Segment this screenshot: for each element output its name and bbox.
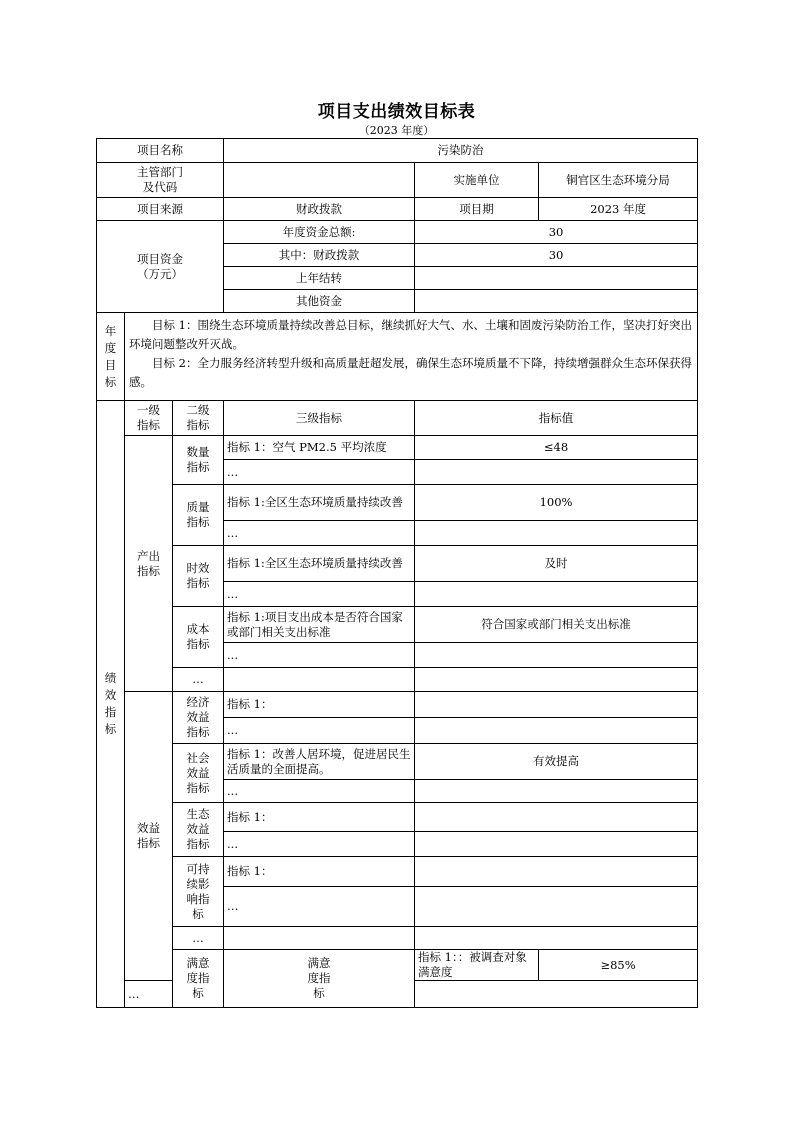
sus-indicator: 指标 1： bbox=[224, 857, 415, 887]
funds-label bbox=[97, 221, 224, 313]
eco-label-line2: 效益 bbox=[186, 822, 210, 836]
benefit-indicators-label bbox=[125, 692, 173, 981]
row-econ-ind bbox=[97, 692, 698, 718]
row-indicator-header bbox=[97, 401, 698, 436]
satisfaction-l2-line2: 度指 bbox=[307, 971, 331, 985]
row-output-more bbox=[97, 668, 698, 692]
impl-unit-value: 铜官区生态环境分局 bbox=[539, 163, 698, 198]
time-label-line1: 时效 bbox=[186, 561, 210, 575]
header-level2-line2: 指标 bbox=[186, 418, 210, 432]
goals-label-char3: 目 bbox=[104, 357, 117, 372]
time-more: ... bbox=[224, 582, 415, 607]
annual-goals-text bbox=[125, 313, 698, 401]
performance-goal-table bbox=[96, 138, 698, 1008]
goals-label-char2: 度 bbox=[104, 340, 117, 355]
sus-more: … bbox=[224, 887, 415, 927]
header-value: 指标值 bbox=[415, 401, 698, 436]
social-more-value bbox=[415, 780, 698, 803]
quality-label bbox=[173, 485, 224, 546]
quantity-label bbox=[173, 436, 224, 485]
benefit-label-line2: 指标 bbox=[137, 836, 160, 850]
sus-label-line1: 可持 bbox=[186, 861, 210, 876]
econ-value bbox=[415, 692, 698, 718]
social-indicator: 指标 1：改善人居环境，促进居民生活质量的全面提高。 bbox=[224, 744, 415, 780]
quality-more: ... bbox=[224, 521, 415, 546]
row-source bbox=[97, 198, 698, 221]
cost-more: ... bbox=[224, 643, 415, 668]
econ-label-line3: 指标 bbox=[186, 725, 210, 739]
header-level1-line2: 指标 bbox=[137, 418, 160, 432]
sus-more-value bbox=[415, 887, 698, 927]
satisfaction-l2-line3: 标 bbox=[313, 986, 325, 1000]
funds-fiscal-label: 其中：财政拨款 bbox=[224, 244, 415, 267]
cost-indicator: 指标 1:项目支出成本是否符合国家或部门相关支出标准 bbox=[224, 607, 415, 643]
econ-label-line1: 经济 bbox=[186, 695, 210, 709]
social-label-line2: 效益 bbox=[186, 765, 210, 780]
social-label-line3: 指标 bbox=[186, 780, 210, 795]
row-cost-ind bbox=[97, 607, 698, 643]
page-subtitle: （2023 年度） bbox=[358, 124, 435, 137]
funds-label-line2: （万元） bbox=[137, 266, 184, 281]
output-more-label: … bbox=[173, 668, 224, 692]
row-department bbox=[97, 163, 698, 198]
econ-more-value bbox=[415, 718, 698, 744]
sus-label-line3: 响指 bbox=[186, 891, 210, 906]
output-label-line2: 指标 bbox=[137, 563, 160, 578]
quality-label-line1: 质量 bbox=[186, 500, 210, 514]
time-label bbox=[173, 546, 224, 607]
quantity-indicator: 指标 1：空气 PM2.5 平均浓度 bbox=[224, 436, 415, 460]
benefit-more-value bbox=[415, 927, 698, 950]
department-value bbox=[224, 163, 415, 198]
cost-more-value bbox=[415, 643, 698, 668]
social-label bbox=[173, 744, 224, 803]
funds-label-line1: 项目资金 bbox=[137, 251, 184, 266]
time-indicator: 指标 1:全区生态环境质量持续改善 bbox=[224, 546, 415, 582]
period-value: 2023 年度 bbox=[539, 198, 698, 221]
eco-more-value bbox=[415, 832, 698, 857]
quantity-more: ... bbox=[224, 460, 415, 485]
cost-label-line1: 成本 bbox=[186, 622, 210, 636]
output-more-value bbox=[415, 668, 698, 692]
department-label-line1: 主管部门 bbox=[137, 165, 184, 179]
source-label: 项目来源 bbox=[97, 198, 224, 221]
social-more: ... bbox=[224, 780, 415, 803]
funds-total-value: 30 bbox=[415, 221, 698, 244]
quality-more-value bbox=[415, 521, 698, 546]
eco-value bbox=[415, 803, 698, 832]
quantity-more-value bbox=[415, 460, 698, 485]
satisfaction-more: … bbox=[125, 981, 173, 1008]
econ-indicator: 指标 1： bbox=[224, 692, 415, 718]
time-label-line2: 指标 bbox=[186, 576, 210, 590]
row-benefit-more bbox=[97, 927, 698, 950]
eco-indicator: 指标 1： bbox=[224, 803, 415, 832]
sus-label-line2: 续影 bbox=[186, 876, 210, 891]
row-time-ind bbox=[97, 546, 698, 582]
output-indicators-label bbox=[125, 436, 173, 692]
time-value: 及时 bbox=[415, 546, 698, 582]
page-title: 项目支出绩效目标表 bbox=[317, 102, 476, 122]
eco-label bbox=[173, 803, 224, 857]
goal-1: 目标 1：围绕生态环境质量持续改善总目标，继续抓好大气、水、土壤和固废污染防治工作，坚决打好突出环境问题整改歼灭战。 bbox=[129, 318, 692, 351]
satisfaction-l1-line1: 满意 bbox=[186, 956, 210, 970]
impl-unit-label: 实施单位 bbox=[415, 163, 539, 198]
funds-fiscal-value: 30 bbox=[415, 244, 698, 267]
quality-indicator: 指标 1:全区生态环境质量持续改善 bbox=[224, 485, 415, 521]
satisfaction-more-value bbox=[415, 981, 698, 1008]
row-project-name bbox=[97, 139, 698, 163]
row-satisfaction-ind bbox=[97, 950, 698, 981]
output-label-line1: 产出 bbox=[137, 548, 160, 563]
goals-label-char4: 标 bbox=[104, 374, 117, 389]
satisfaction-indicator: 指标 1：：被调查对象满意度 bbox=[415, 950, 539, 981]
goals-label-char1: 年 bbox=[104, 323, 117, 338]
funds-carryover-label: 上年结转 bbox=[224, 267, 415, 290]
source-value: 财政拨款 bbox=[224, 198, 415, 221]
project-name-value: 污染防治 bbox=[224, 139, 698, 163]
annual-goals-label bbox=[97, 313, 125, 401]
row-social-ind bbox=[97, 744, 698, 780]
row-eco-ind bbox=[97, 803, 698, 832]
output-more-indicator bbox=[224, 668, 415, 692]
satisfaction-l2-line1: 满意 bbox=[307, 956, 331, 970]
eco-label-line3: 指标 bbox=[186, 837, 210, 851]
funds-other-label: 其他资金 bbox=[224, 290, 415, 313]
quantity-label-line1: 数量 bbox=[186, 445, 210, 459]
header-level2-line1: 二级 bbox=[186, 403, 210, 417]
row-annual-goals bbox=[97, 313, 698, 401]
header-level1-line1: 一级 bbox=[137, 403, 160, 417]
row-sus-ind bbox=[97, 857, 698, 887]
benefit-label-line1: 效益 bbox=[137, 821, 160, 835]
cost-value: 符合国家或部门相关支出标准 bbox=[415, 607, 698, 643]
header-level1 bbox=[125, 401, 173, 436]
satisfaction-l1-line2: 度指 bbox=[186, 971, 210, 985]
social-label-line1: 社会 bbox=[186, 750, 210, 765]
funds-other-value bbox=[415, 290, 698, 313]
funds-total-label: 年度资金总额: bbox=[224, 221, 415, 244]
social-value: 有效提高 bbox=[415, 744, 698, 780]
header-level2 bbox=[173, 401, 224, 436]
sus-label bbox=[173, 857, 224, 927]
satisfaction-value: ≥85% bbox=[539, 950, 698, 981]
row-funds-total bbox=[97, 221, 698, 244]
satisfaction-l2-label bbox=[224, 950, 415, 1008]
time-more-value bbox=[415, 582, 698, 607]
indicators-section-label bbox=[97, 401, 125, 1008]
quantity-value: ≤48 bbox=[415, 436, 698, 460]
funds-carryover-value bbox=[415, 267, 698, 290]
goal-2: 目标 2：全力服务经济转型升级和高质量赶超发展，确保生态环境质量不下降，持续增强群众生态环保获得感。 bbox=[129, 356, 692, 389]
section-char2: 效 bbox=[104, 688, 117, 702]
cost-label-line2: 指标 bbox=[186, 637, 210, 651]
cost-label bbox=[173, 607, 224, 668]
econ-label-line2: 效益 bbox=[186, 710, 210, 724]
department-label-line2: 及代码 bbox=[142, 180, 178, 194]
sus-value bbox=[415, 857, 698, 887]
benefit-more-indicator bbox=[224, 927, 415, 950]
project-name-label: 项目名称 bbox=[97, 139, 224, 163]
satisfaction-l1-line3: 标 bbox=[192, 986, 204, 1000]
econ-more: ... bbox=[224, 718, 415, 744]
quality-value: 100% bbox=[415, 485, 698, 521]
row-quality-ind bbox=[97, 485, 698, 521]
header-level3: 三级指标 bbox=[224, 401, 415, 436]
row-quantity-ind bbox=[97, 436, 698, 460]
section-char3: 指 bbox=[104, 705, 117, 719]
period-label: 项目期 bbox=[415, 198, 539, 221]
satisfaction-l1-label bbox=[173, 950, 224, 1008]
section-char1: 绩 bbox=[104, 671, 117, 685]
eco-more: ... bbox=[224, 832, 415, 857]
department-label bbox=[97, 163, 224, 198]
benefit-more-label: … bbox=[173, 927, 224, 950]
quality-label-line2: 指标 bbox=[186, 515, 210, 529]
econ-label bbox=[173, 692, 224, 744]
section-char4: 标 bbox=[104, 722, 117, 736]
quantity-label-line2: 指标 bbox=[186, 460, 210, 474]
eco-label-line1: 生态 bbox=[186, 807, 210, 821]
sus-label-line4: 标 bbox=[192, 906, 204, 921]
